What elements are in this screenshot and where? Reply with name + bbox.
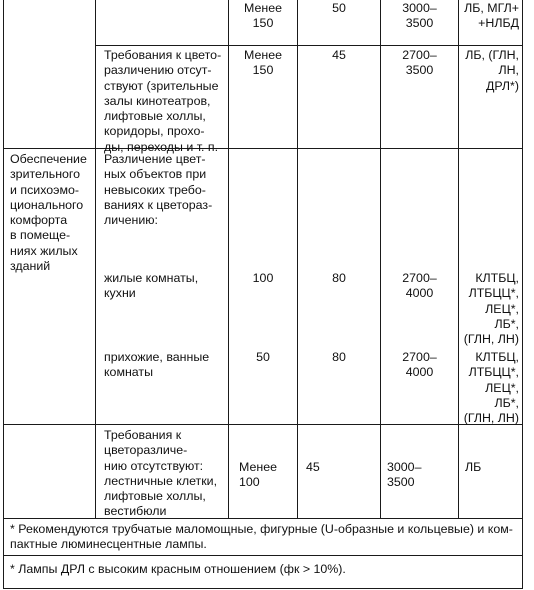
rule-left-edge bbox=[3, 0, 4, 589]
lamps-cell: КЛТБЦ, ЛТБЦЦ*, ЛЕЦ*, ЛБ*, (ГЛН, ЛН) bbox=[463, 350, 519, 426]
illuminance-cell: Менее 100 bbox=[239, 460, 277, 490]
index-cell: 45 bbox=[306, 460, 320, 474]
lamps-cell: КЛТБЦ, ЛТБЦЦ*, ЛЕЦ*, ЛБ*, (ГЛН, ЛН) bbox=[463, 271, 519, 347]
illuminance-cell: Менее 150 bbox=[244, 48, 282, 78]
rule-table-bottom bbox=[3, 518, 523, 519]
index-cell: 50 bbox=[332, 1, 346, 15]
footnote-compact-lamps: * Рекомендуются трубчатые маломощные, фигурные (U-образные и кольцевые) и ком- пактные люминесцентные лампы. bbox=[10, 522, 513, 552]
illuminance-cell: Менее 150 bbox=[244, 1, 282, 31]
group-subheader: Различение цвет- ных объектов при невысоких требо- ваниях к цветораз- личению: bbox=[104, 152, 213, 228]
requirement-cell: жилые комнаты, кухни bbox=[104, 271, 199, 301]
lamps-cell: ЛБ, МГЛ+ +НЛБД bbox=[464, 1, 519, 31]
rule-right-edge bbox=[522, 0, 523, 589]
color-temp-cell: 2700– 3500 bbox=[402, 48, 437, 78]
purpose-cell: Обеспечение зрительного и психоэмо- ционального комфорта в помеще- ниях жилых зданий bbox=[10, 152, 87, 274]
color-temp-cell: 3000– 3500 bbox=[387, 460, 422, 490]
requirement-cell: прихожие, ванные комнаты bbox=[104, 350, 210, 380]
lamps-cell: ЛБ bbox=[465, 460, 482, 474]
index-cell: 45 bbox=[332, 48, 346, 62]
illuminance-cell: 50 bbox=[256, 350, 270, 364]
illuminance-cell: 100 bbox=[252, 271, 274, 285]
requirement-cell: Требования к цветоразличе- нию отсутствуют: лестничные клетки, лифтовые холлы, вестибюли bbox=[104, 428, 218, 519]
rule-footnote-bottom bbox=[3, 588, 523, 589]
rule-row2-bottom bbox=[3, 148, 523, 149]
requirement-cell: Требования к цвето- различению отсут- ствуют (зрительные залы кинотеатров, лифтовые холлы, коридоры, прохо- ды, переходы и т. п. bbox=[104, 48, 222, 154]
color-temp-cell: 2700– 4000 bbox=[402, 350, 437, 380]
rule-group-bottom bbox=[3, 424, 523, 425]
rule-footnote-divider bbox=[3, 555, 523, 556]
rule-col1-right bbox=[95, 0, 96, 519]
color-temp-cell: 2700– 4000 bbox=[402, 271, 437, 301]
footnote-drl-lamps: * Лампы ДРЛ с высоким красным отношением (фк > 10%). bbox=[10, 562, 346, 576]
index-cell: 80 bbox=[332, 271, 346, 285]
color-temp-cell: 3000– 3500 bbox=[402, 1, 437, 31]
index-cell: 80 bbox=[332, 350, 346, 364]
lamps-cell: ЛБ, (ГЛН, ЛН, ДРЛ*) bbox=[465, 48, 519, 93]
rule-col3-right bbox=[297, 0, 298, 519]
